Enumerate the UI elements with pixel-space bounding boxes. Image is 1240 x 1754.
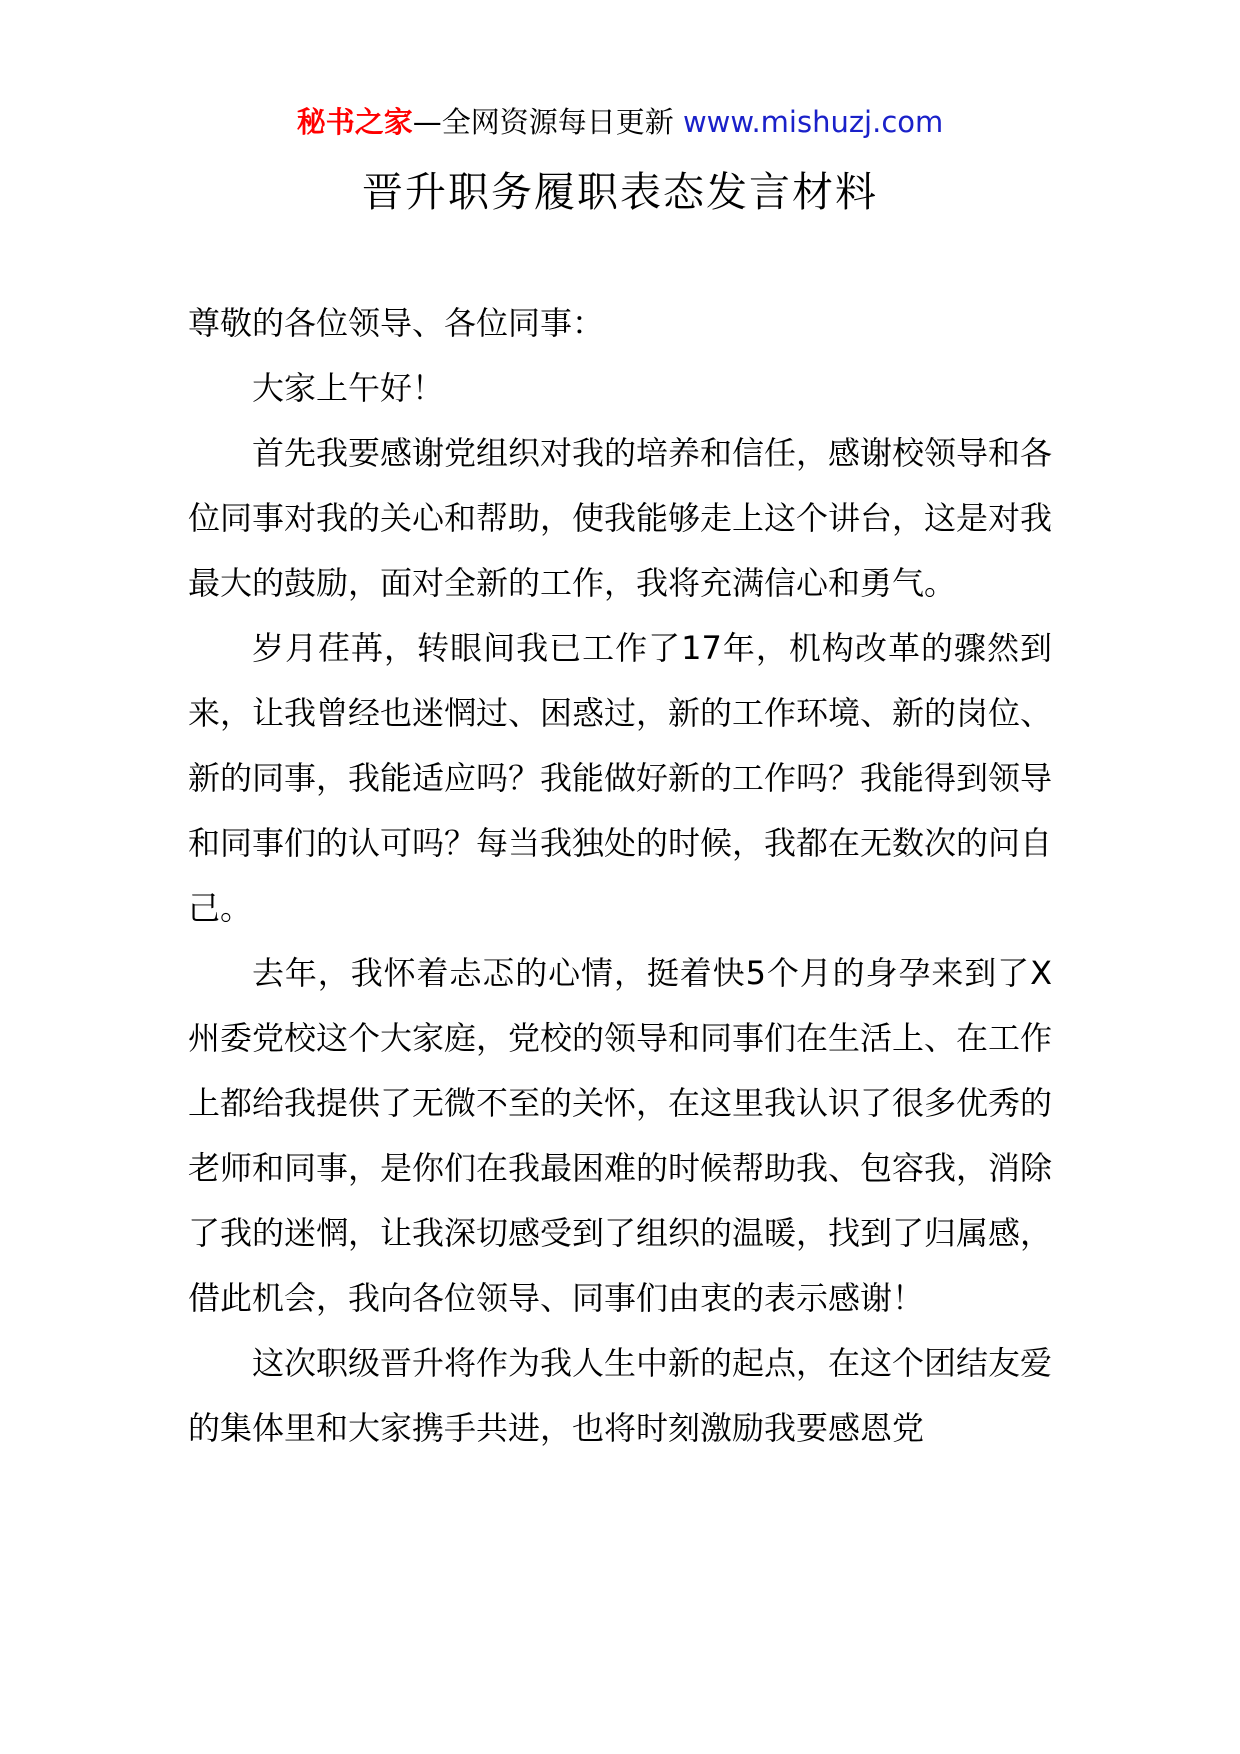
document-title: 晋升职务履职表态发言材料 (362, 168, 878, 216)
paragraph-promotion: 这次职级晋升将作为我人生中新的起点，在这个团结友爱的集体里和大家携手共进，也将时刻激励我要感恩党 (188, 1344, 1053, 1447)
site-url-link[interactable]: www.mishuzj.com (682, 105, 944, 139)
site-tagline: —全网资源每日更新 (412, 105, 674, 139)
site-header (0, 102, 1240, 142)
paragraph-last-year: 去年，我怀着忐忑的心情，挺着快5个月的身孕来到了X州委党校这个大家庭，党校的领导和同事们在生活上、在工作上都给我提供了无微不至的关怀，在这里我认识了很多优秀的老师和同事，是你们在我最困难的时候帮助我、包容我，消除了我的迷惘，让我深切感受到了组织的温暖，找到了归属感，借此机会，我向各位领导、同事们由衷的表示感谢！ (188, 954, 1053, 1317)
document-body (188, 291, 1052, 1461)
salutation: 尊敬的各位领导、各位同事： (188, 304, 605, 342)
paragraph-thanks: 首先我要感谢党组织对我的培养和信任，感谢校领导和各位同事对我的关心和帮助，使我能够走上这个讲台，这是对我最大的鼓励，面对全新的工作，我将充满信心和勇气。 (188, 434, 1053, 602)
paragraph-greeting: 大家上午好！ (252, 369, 445, 407)
paragraph-career: 岁月荏苒，转眼间我已工作了17年，机构改革的骤然到来，让我曾经也迷惘过、困惑过，新的工作环境、新的岗位、新的同事，我能适应吗？我能做好新的工作吗？我能得到领导和同事们的认可吗？每当我独处的时候，我都在无数次的问自己。 (188, 629, 1053, 927)
brand-name: 秘书之家 (296, 105, 413, 139)
